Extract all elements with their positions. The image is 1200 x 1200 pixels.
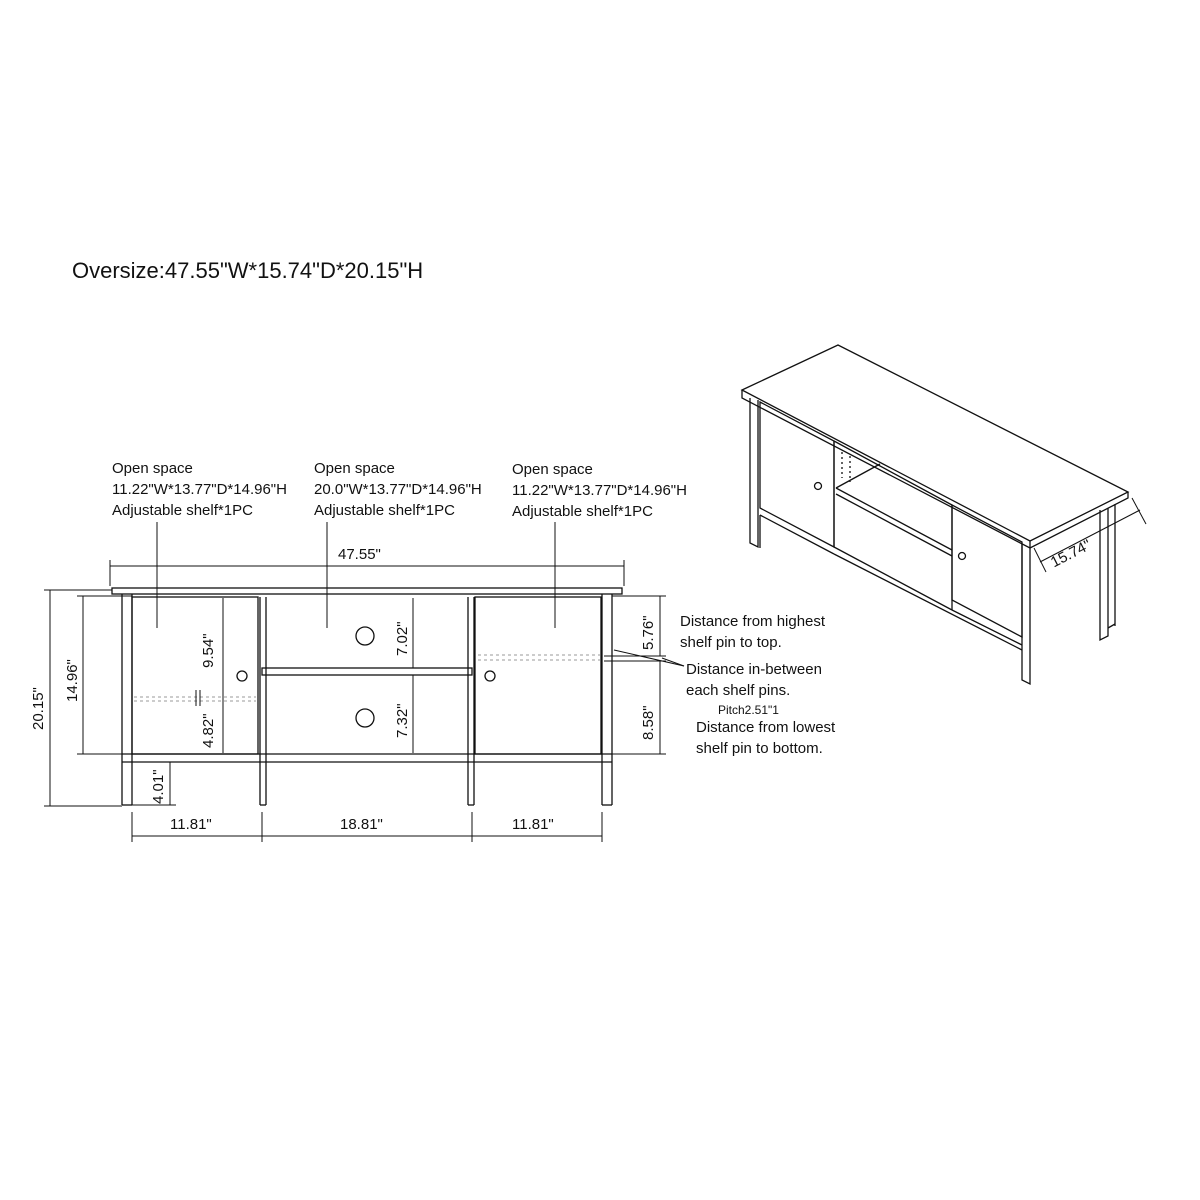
- right-top-label: 5.76": [640, 615, 657, 650]
- right-bottom-label: 8.58": [640, 705, 657, 740]
- middle-upper-label: 7.02": [394, 621, 411, 656]
- left-door-knob: [237, 671, 247, 681]
- left-lower-label: 4.82": [200, 713, 217, 748]
- iso-left-door: [760, 402, 834, 547]
- overall-height-label: 20.15": [30, 687, 47, 730]
- callout-lowest-pin: Distance from lowest shelf pin to bottom.: [696, 719, 836, 757]
- callout-between-pins: Distance in-between each shelf pins.: [686, 661, 822, 699]
- open-space-note-right: Open space 11.22"W*13.77"D*14.96"H Adjustable shelf*1PC: [512, 461, 687, 520]
- middle-shelf: [262, 668, 472, 675]
- cabinet-height-label: 14.96": [64, 659, 81, 702]
- right-door: [475, 597, 601, 754]
- right-door-knob: [485, 671, 495, 681]
- iso-top: [742, 345, 1128, 541]
- open-space-note-left: Open space 11.22"W*13.77"D*14.96"H Adjustable shelf*1PC: [112, 460, 287, 519]
- open-space-note-middle: Open space 20.0"W*13.77"D*14.96"H Adjustable shelf*1PC: [314, 460, 482, 519]
- cable-hole-upper: [356, 627, 374, 645]
- cable-hole-lower: [356, 709, 374, 727]
- bottom-middle-label: 18.81": [340, 816, 383, 833]
- bottom-right-label: 11.81": [512, 816, 554, 833]
- pitch-label: Pitch2.51"1: [718, 703, 779, 717]
- overall-width-label: 47.55": [338, 546, 381, 563]
- front-top-board: [112, 588, 622, 594]
- callout-highest-pin: Distance from highest shelf pin to top.: [680, 613, 826, 651]
- left-upper-label: 9.54": [200, 633, 217, 668]
- depth-label: 15.74": [1048, 536, 1094, 572]
- left-door: [132, 597, 258, 754]
- bottom-left-label: 11.81": [170, 816, 212, 833]
- middle-lower-label: 7.32": [394, 703, 411, 738]
- leg-height-label: 4.01": [150, 769, 167, 804]
- page-title: Oversize:47.55"W*15.74"D*20.15"H: [72, 258, 424, 283]
- iso-right-door: [952, 505, 1022, 637]
